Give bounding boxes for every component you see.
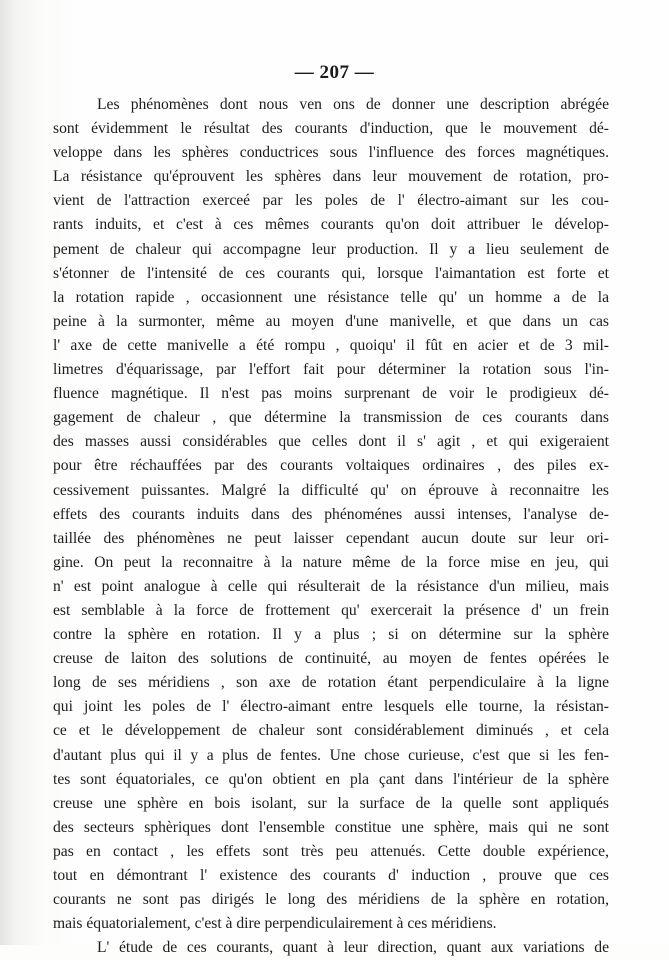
text-line: cessivement puissantes. Malgré la difficulté qu' on éprouve à reconnaitre les	[53, 481, 609, 499]
text-line: sont évidemment le résultat des courants d'induction, que le mouvement dé-	[53, 120, 609, 138]
text-line: veloppe dans les sphères conductrices sous l'influence des forces magnétiques.	[53, 144, 609, 162]
text-line: limetres d'équarissage, par l'effort fait pour déterminer la rotation sous l'in-	[53, 361, 609, 379]
text-line: peine à la surmonter, même au moyen d'une manivelle, et que dans un cas	[53, 312, 609, 330]
body-text	[53, 93, 609, 960]
page-number: — 207 —	[294, 62, 375, 83]
text-line: mais équatorialement, c'est à dire perpendiculairement à ces méridiens.	[53, 915, 497, 933]
text-line: tout en démontrant l' existence des courants d' induction , prouve que ces	[53, 867, 609, 884]
text-line: courants ne sont pas dirigés le long des méridiens de la sphère en rotation,	[53, 891, 609, 909]
text-line: des masses aussi considérables que celles dont il s' agit , et qui exigeraient	[53, 433, 609, 451]
text-line: gine. On peut la reconnaitre à la nature même de la force mise en jeu, qui	[53, 553, 609, 571]
text-line: L' étude de ces courants, quant à leur direction, quant aux variations de	[97, 939, 609, 957]
text-line: qui joint les poles de l' électro-aimant entre lesquels elle tourne, la résistan-	[53, 698, 609, 716]
text-line: taillée des phénomènes ne peut laisser cependant aucun doute sur leur ori-	[53, 529, 609, 547]
text-line: est semblable à la force de frottement qu' exercerait la présence d' un frein	[53, 601, 609, 619]
text-line: creuse une sphère en bois isolant, sur la surface de la quelle sont appliqués	[53, 794, 609, 812]
text-line: la rotation rapide , occasionnent une résistance telle qu' un homme a de la	[53, 288, 609, 306]
text-line: vient de l'attraction exerceé par les poles de l' électro-aimant sur les cou-	[53, 192, 609, 210]
text-line: tes sont équatoriales, ce qu'on obtient en pla çant dans l'intérieur de la sphère	[53, 770, 609, 788]
text-line: long de ses méridiens , son axe de rotation étant perpendiculaire à la ligne	[53, 674, 609, 692]
text-line: La résistance qu'éprouvent les sphères dans leur mouvement de rotation, pro-	[53, 168, 609, 186]
text-line: gagement de chaleur , que détermine la transmission de ces courants dans	[53, 409, 609, 427]
text-line: Les phénomènes dont nous ven ons de donner une description abrégée	[97, 96, 609, 113]
text-line: pas en contact , les effets sont très peu attenués. Cette double expérience,	[53, 842, 609, 860]
text-line: rants induits, et c'est à ces mêmes courants qu'on doit attribuer le dévelop-	[53, 216, 609, 234]
text-line: des secteurs sphèriques dont l'ensemble constitue une sphère, mais qui ne sont	[53, 818, 609, 836]
text-line: contre la sphère en rotation. Il y a plus ; si on détermine sur la sphère	[53, 626, 609, 644]
text-line: n' est point analogue à celle qui résulterait de la résistance d'un milieu, mais	[53, 577, 609, 595]
text-line: creuse de laiton des solutions de continuité, au moyen de fentes opérées le	[53, 650, 609, 668]
text-line: s'étonner de l'intensité de ces courants qui, lorsque l'aimantation est forte et	[53, 264, 609, 282]
text-line: d'autant plus qui il y a plus de fentes. Une chose curieuse, c'est que si les fen-	[53, 746, 609, 764]
text-line: fluence magnétique. Il n'est pas moins surprenant de voir le prodigieux dé-	[53, 385, 609, 403]
text-line: effets des courants induits dans des phénoménes aussi intenses, l'analyse de-	[53, 505, 609, 523]
text-line: ce et le développement de chaleur sont considérablement diminués , et cela	[53, 722, 609, 740]
text-line: l' axe de cette manivelle a été rompu , quoiqu' il fût en acier et de 3 mil-	[53, 336, 609, 354]
text-line: pement de chaleur qui accompagne leur production. Il y a lieu seulement de	[53, 240, 609, 258]
text-line: pour être réchauffées par des courants voltaiques ordinaires , des piles ex-	[53, 457, 609, 475]
